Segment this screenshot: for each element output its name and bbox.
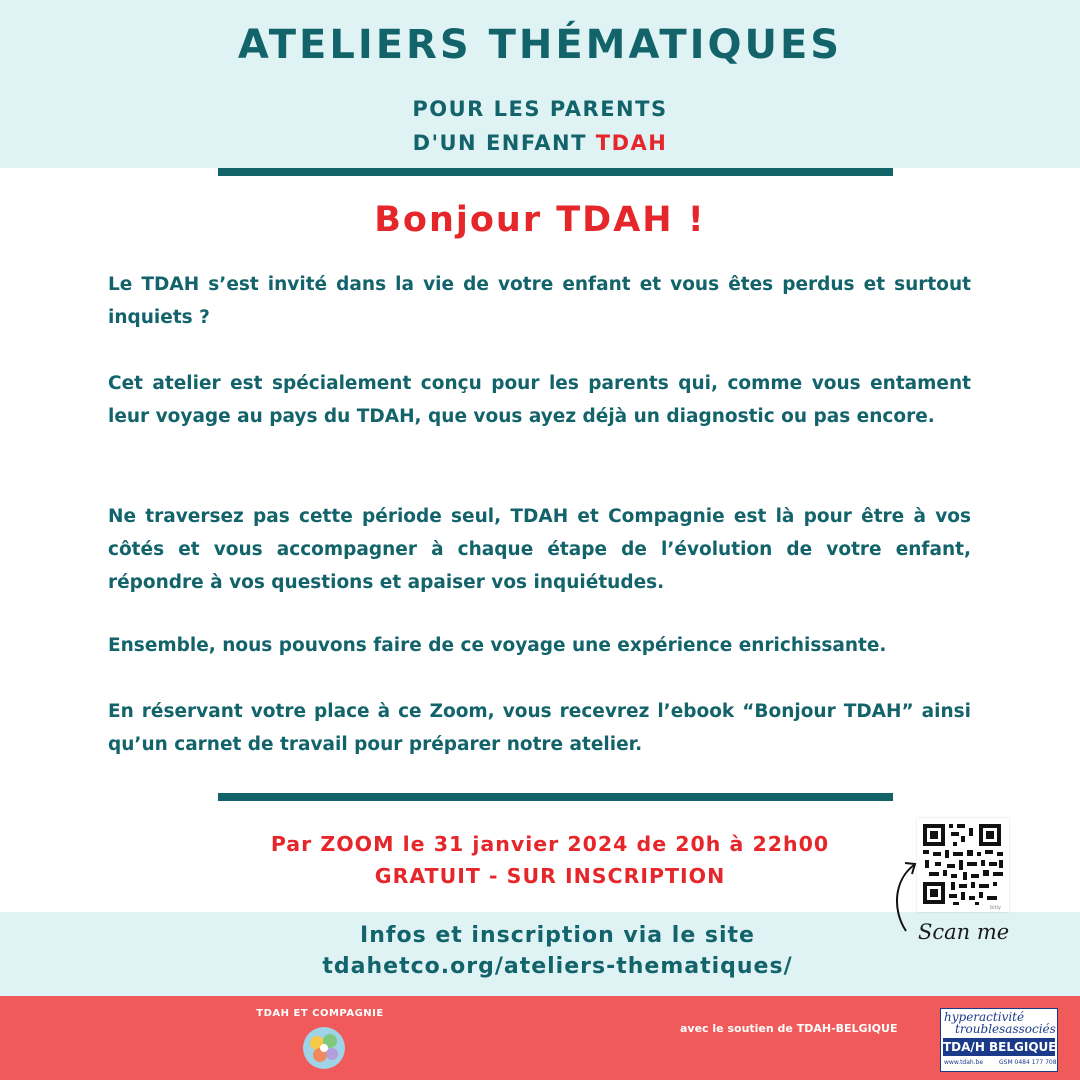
assoc-logo-line2: troublesassociés xyxy=(955,1022,1056,1036)
page-subtitle xyxy=(0,92,1080,160)
qr-corner-label: bitly xyxy=(990,905,1001,911)
scan-me-label: Scan me xyxy=(918,920,1010,944)
tdah-belgique-logo xyxy=(940,1008,1058,1072)
qr-code-graphic xyxy=(917,818,1009,912)
divider-bottom xyxy=(218,793,893,801)
assoc-logo-line1: hyperactivité xyxy=(944,1010,1025,1024)
paragraph-1: Le TDAH s’est invité dans la vie de votre enfant et vous êtes perdus et surtout inquiets ? xyxy=(108,274,971,328)
subtitle-line2-prefix: D'UN ENFANT xyxy=(412,131,587,155)
subtitle-highlight: TDAH xyxy=(595,131,668,155)
footer-org-name: TDAH ET COMPAGNIE xyxy=(256,1008,384,1019)
info-line1: Infos et inscription via le site xyxy=(360,923,755,948)
assoc-logo-site: www.tdah.be xyxy=(944,1059,984,1066)
qr-code[interactable] xyxy=(917,818,1009,912)
paragraph-5: En réservant votre place à ce Zoom, vous recevrez l’ebook “Bonjour TDAH” ainsi qu’un carnet de travail pour préparer notre atelier. xyxy=(108,701,971,755)
page-title: ATELIERS THÉMATIQUES xyxy=(237,22,843,68)
divider-top xyxy=(218,168,893,176)
greeting-heading: Bonjour TDAH ! xyxy=(374,200,706,240)
subtitle-line2 xyxy=(0,126,1080,160)
brain-logo-icon xyxy=(300,1024,348,1072)
assoc-logo-main: TDA/H BELGIQUE xyxy=(943,1040,1057,1054)
footer-band xyxy=(0,996,1080,1080)
paragraph-4: Ensemble, nous pouvons faire de ce voyage une expérience enrichissante. xyxy=(108,635,887,656)
paragraph-2: Cet atelier est spécialement conçu pour les parents qui, comme vous entament leur voyage au pays du TDAH, que vous ayez déjà un diagnostic ou pas encore. xyxy=(108,373,971,427)
event-registration: GRATUIT - SUR INSCRIPTION xyxy=(374,864,726,888)
support-text: avec le soutien de TDAH-BELGIQUE xyxy=(680,1022,898,1035)
event-date: Par ZOOM le 31 janvier 2024 de 20h à 22h00 xyxy=(270,832,830,856)
info-url[interactable]: tdahetco.org/ateliers-thematiques/ xyxy=(322,954,793,979)
assoc-logo-phone: GSM 0484 177 708 xyxy=(999,1059,1057,1066)
subtitle-line1: POUR LES PARENTS xyxy=(412,97,668,121)
paragraph-3: Ne traversez pas cette période seul, TDAH et Compagnie est là pour être à vos côtés et vous accompagner à chaque étape de l’évolution de votre enfant, répondre à vos questions et apaiser vos inquiétudes. xyxy=(108,506,971,593)
